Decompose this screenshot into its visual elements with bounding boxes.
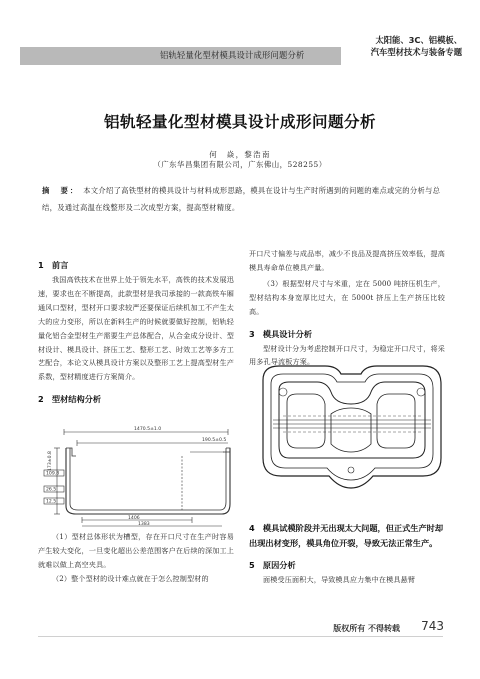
abstract: [42, 182, 442, 216]
section-heading-causes: 5 原因分析: [249, 560, 296, 571]
footer-rule: [38, 636, 443, 637]
section-heading-structure: 2 型材结构分析: [38, 394, 102, 405]
dim-inner-width: 1406: [128, 516, 140, 521]
dim-flange-width: 190.5±0.5: [202, 438, 227, 443]
press-paragraph: （3）根据型材尺寸与米重，定在 5000 吨挤压机生产，型材结构本身宽厚比过大，在 5000t 挤压上生产挤压比较高。: [249, 278, 445, 316]
journal-line-1: 太阳能、3C、铝模板、: [375, 35, 462, 45]
die-design-paragraph: 型材设计分为考虑控制开口尺寸，为稳定开口尺寸，将采用多孔导流板方案。: [249, 343, 445, 367]
section-heading-trial: 4 模具试模阶段并无出现太大问题，但正式生产时却出现出材变形，模具角位开裂，导致无法正常生产。: [249, 523, 444, 549]
copyright-notice: 版权所有 不得转载: [333, 624, 400, 633]
dim-12: 12.5: [46, 499, 57, 505]
journal-section-label: [371, 34, 462, 58]
running-title: 铝轨轻量化型材模具设计成形问题分析: [160, 50, 305, 60]
intro-paragraph: 我国高铁技术在世界上处于领先水平，高铁的技术发展迅速，要求也在不断提高，此款型材是我司承接的一款高铁车厢通风口型材，型材开口要求较严还要保证后续机加工不产生太大的应力变形，所以在新料生产的时候就要做好控制，铝轨轻量化铝合金型材生产需要生产总体配合，从合金成分设计、型材设计、模具设计、挤压工艺、整形工艺、时效工艺等多方工艺配合，本论文从模具设计方案以及整形工艺上提高型材生产系数，型材精度进行方案简介。: [38, 275, 234, 382]
abstract-text: 本文介绍了高铁型材的模具设计与材料成形思路，模具在设计与生产时所遇到的问题的难点或完的分析与总结，及通过高温在线整形及二次成型方案，提高型材精度。: [42, 186, 441, 212]
journal-line-2: 汽车型材技术与装备专题: [370, 47, 462, 57]
causes-paragraph: 面模受压面积大，导致模具应力集中在模具悬臂: [263, 575, 416, 585]
section-heading-die-design: 3 模具设计分析: [249, 328, 313, 339]
authors: 何 焱，黎浩南: [209, 150, 271, 159]
left-column: [38, 236, 234, 586]
profile-section-drawing: [42, 416, 238, 528]
dim-height: 173±0.8: [48, 451, 53, 471]
page-number: 743: [421, 619, 444, 633]
dim-bottom-width: 1383: [138, 522, 150, 527]
die-flow-guide-drawing: [253, 358, 450, 496]
structure-paragraph-2: （2）整个型材的设计难点就在于怎么控制型材的: [52, 573, 209, 583]
dim-109: 109.8: [46, 471, 60, 477]
section-heading-intro: 1 前言: [38, 260, 69, 270]
abstract-label: 摘 要：: [42, 186, 80, 195]
affiliation: （广东华昌集团有限公司，广东佛山，528255）: [153, 160, 327, 169]
paper-title: 铝轨轻量化型材模具设计成形问题分析: [103, 113, 376, 131]
dim-overall-width: 1470.5±1.0: [134, 427, 162, 432]
dim-26: 26.5: [46, 487, 57, 493]
continued-paragraph: 开口尺寸偏差与成品率，减少不良品及提高挤压效率低，提高模具寿命单位模具产量。: [249, 249, 445, 272]
structure-paragraph-1: （1）型材总体形状为槽型，存在开口尺寸在生产时容易产生较大变化，一旦变化超出公差范围客户在后续的深加工上就难以做上高空夹具。: [38, 532, 234, 570]
